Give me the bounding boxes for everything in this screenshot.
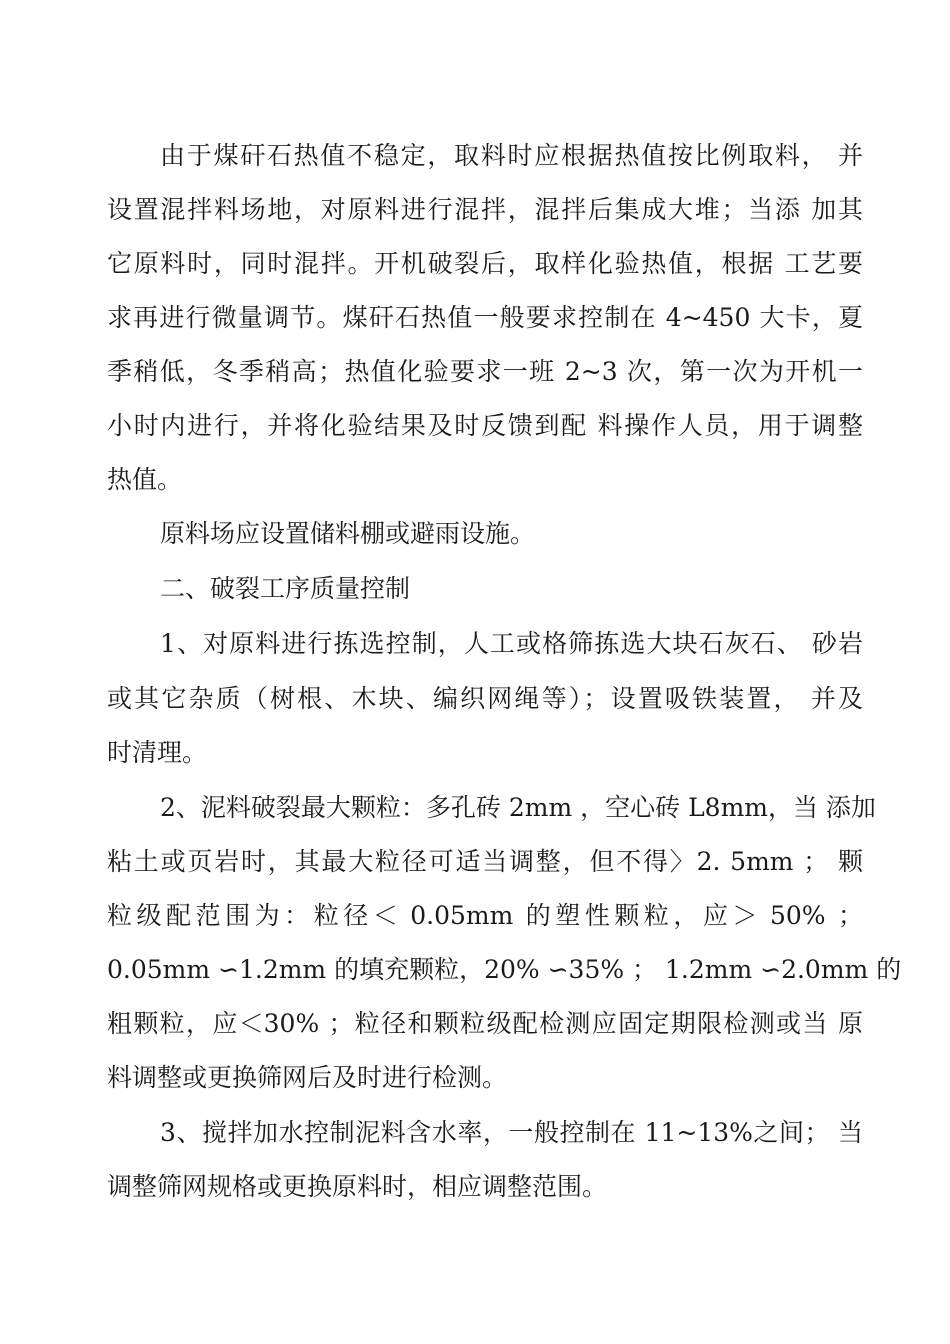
text-line: 由于煤矸石热值不稳定，取料时应根据热值按比例取料， 并: [160, 141, 863, 170]
text-line: 小时内进行，并将化验结果及时反馈到配 料操作人员，用于调整: [107, 411, 863, 440]
text-line: 0.05mm ∽1.2mm 的填充颗粒，20% ∽35% ； 1.2mm ∽2.0mm 的: [107, 955, 902, 984]
text-line: 原料场应设置储料棚或避雨设施。: [160, 519, 536, 548]
text-line: 1、对原料进行拣选控制，人工或格筛拣选大块石灰石、 砂岩: [160, 629, 863, 658]
text-line: 料调整或更换筛网后及时进行检测。: [107, 1063, 508, 1092]
text-line: 粒级配范围为：粒径＜ 0.05mm 的塑性颗粒，应＞ 50% ；: [107, 901, 863, 930]
text-line: 粘土或页岩时，其最大粒径可适当调整，但不得〉2. 5mm ； 颗: [107, 847, 863, 876]
text-line: 粗颗粒，应＜30% ；粒径和颗粒级配检测应固定期限检测或当 原: [107, 1009, 863, 1038]
text-line: 求再进行微量调节。煤矸石热值一般要求控制在 4~450 大卡，夏: [107, 303, 863, 332]
text-line: 调整筛网规格或更换原料时，相应调整范围。: [107, 1172, 608, 1201]
text-line: 热值。: [107, 465, 183, 494]
section-heading: 二、破裂工序质量控制: [160, 574, 411, 603]
text-line: 季稍低，冬季稍高；热值化验要求一班 2~3 次，第一次为开机一: [107, 357, 863, 386]
text-line: 设置混拌料场地，对原料进行混拌，混拌后集成大堆；当添 加其: [107, 195, 863, 224]
text-line: 3、搅拌加水控制泥料含水率，一般控制在 11~13%之间； 当: [160, 1118, 863, 1147]
text-line: 或其它杂质（树根、木块、编织网绳等）；设置吸铁装置， 并及: [107, 684, 863, 713]
text-line: 它原料时，同时混拌。开机破裂后，取样化验热值，根据 工艺要: [107, 249, 863, 278]
text-line: 2、泥料破裂最大颗粒：多孔砖 2mm ，空心砖 L8mm，当 添加: [160, 793, 876, 822]
text-line: 时清理。: [107, 738, 208, 767]
